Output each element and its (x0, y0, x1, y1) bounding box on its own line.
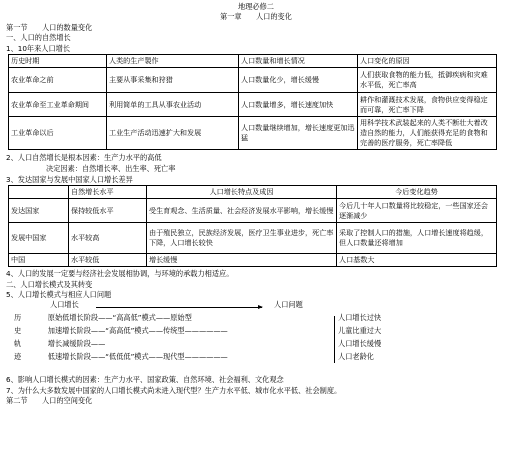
table-cell: 由于殖民独立，民族经济发展，医疗卫生事业进步，死亡率下降，人口增长较快 (147, 223, 337, 254)
table-cell: 用科学技术武装起来的人类不断壮大着改造自然的能力，人们能获得充足的食物和完善的医疗服务，死亡率降低 (358, 117, 497, 150)
table-cell: 受生育观念、生活质量、社会经济发展水平影响，增长缓慢 (147, 199, 337, 223)
flow-row-end: 人口增长过快 (338, 312, 382, 322)
table-row (9, 254, 497, 267)
flow-row-end: 人口增长缓慢 (338, 338, 382, 348)
point-7: 7、为什么大多数发展中国家的人口增长模式尚未进入现代型？生产力水平低、城市化水平低、社会制度。 (6, 385, 342, 395)
table-header-row (9, 186, 497, 199)
flow-row-end: 人口老龄化 (338, 351, 374, 361)
flow-row-text: 原始低增长阶段——“高高低”模式——原始型 (47, 312, 192, 322)
bracket-divider (334, 316, 335, 363)
table-cell: 中国 (9, 254, 69, 267)
table-cell: 人口数量增多，增长速度加快 (239, 93, 358, 117)
flow-row-char: 轨 (14, 338, 22, 348)
table-header-cell: 人类的生产製作 (107, 55, 239, 68)
table-cell: 工业生产活动迅速扩大和发展 (107, 117, 239, 150)
table-row (9, 223, 497, 254)
table-header-cell: 人口变化的原因 (358, 55, 497, 68)
table-cell: 人口数量继续增加，增长速度更加迅猛 (239, 117, 358, 150)
table-cell: 增长缓慢 (147, 254, 337, 267)
table-row (9, 68, 497, 93)
flow-row (14, 327, 228, 335)
table-cell: 人口基数大 (337, 254, 497, 267)
point-5: 5、人口增长模式与相应人口问题 (6, 290, 112, 300)
table-cell: 水平较高 (69, 223, 147, 254)
flow-row-char: 史 (14, 325, 22, 335)
arrow-right-icon (96, 307, 262, 308)
book-title: 地理必修二 (238, 2, 274, 11)
flow-row (14, 314, 192, 322)
flow-row (14, 340, 105, 348)
flow-row (14, 353, 228, 361)
flow-row-char: 迹 (14, 351, 22, 361)
table-row (9, 117, 497, 150)
table-cell: 今后几十年人口数量将比较稳定，一些国家还会逐渐减少 (337, 199, 497, 223)
point-6: 6、影响人口增长模式的因素：生产力水平、国家政策、自然环境、社会福利、文化观念 (6, 374, 284, 384)
table-row (9, 93, 497, 117)
table-cell: 农业革命之前 (9, 68, 107, 93)
table-header-cell: 历史时期 (9, 55, 107, 68)
heading-growth-model: 二、人口增长模式及其转变 (6, 279, 93, 289)
heading-population-growth: 1、10年来人口增长 (6, 43, 71, 53)
table-cell: 发展中国家 (9, 223, 69, 254)
table-header-cell (9, 186, 69, 199)
table-cell: 水平较低 (69, 254, 147, 267)
flow-row-text: 加速增长阶段——“高高低”模式——传统型—————— (47, 325, 228, 335)
point-3: 3、发达国家与发展中国家人口增长差异 (6, 174, 133, 184)
growth-model-flow (6, 301, 506, 375)
table-cell: 农业革命至工业革命期间 (9, 93, 107, 117)
section-1-title: 第一节 人口的数量变化 (6, 22, 93, 32)
table-header-cell: 自然增长水平 (69, 186, 147, 199)
table-cell: 耕作和灌溉技术发展，食物供应变得稳定而可靠，死亡率下降 (358, 93, 497, 117)
table-header-cell: 人口增长特点及成因 (147, 186, 337, 199)
table-header-cell: 今后变化趋势 (337, 186, 497, 199)
document-page (6, 1, 506, 465)
table-cell: 采取了控制人口的措施，人口增长速度将趋缓，但人口数量还将增加 (337, 223, 497, 254)
history-table (8, 54, 497, 150)
table-row (9, 199, 497, 223)
point-2-factors: 决定因素：自然增长率、出生率、死亡率 (46, 163, 176, 173)
table-header-cell: 人口数量和增长情况 (239, 55, 358, 68)
flow-row-end: 儿童比重过大 (338, 325, 382, 335)
flow-right-label: 人口问题 (274, 299, 303, 309)
point-2: 2、人口自然增长是根本因素：生产力水平的高低 (6, 153, 162, 163)
flow-row-text: 低速增长阶段——“低低低”模式——现代型—————— (47, 351, 228, 361)
flow-row-text: 增长减缓阶段—— (47, 338, 106, 348)
table-cell: 发达国家 (9, 199, 69, 223)
table-cell: 保持较低水平 (69, 199, 147, 223)
flow-left-label: 人口增长 (50, 299, 79, 309)
section-2-title: 第二节 人口的空间变化 (6, 396, 93, 406)
table-cell: 利用简单的工具从事农业活动 (107, 93, 239, 117)
table-header-row (9, 55, 497, 68)
flow-row-char: 历 (14, 312, 22, 322)
chapter-title: 第一章 人口的变化 (220, 12, 292, 21)
point-4: 4、人口的发展一定要与经济社会发展相协调，与环境的承载力相适应。 (6, 269, 234, 279)
table-cell: 人们获取食物的能力低，抵御疾病和灾难水平低，死亡率高 (358, 68, 497, 93)
table-cell: 主要从事采集和狩猎 (107, 68, 239, 93)
heading-natural-growth: 一、人口的自然增长 (6, 33, 71, 43)
table-cell: 工业革命以后 (9, 117, 107, 150)
table-cell: 人口数量化少，增长缓慢 (239, 68, 358, 93)
country-comparison-table (8, 185, 497, 267)
